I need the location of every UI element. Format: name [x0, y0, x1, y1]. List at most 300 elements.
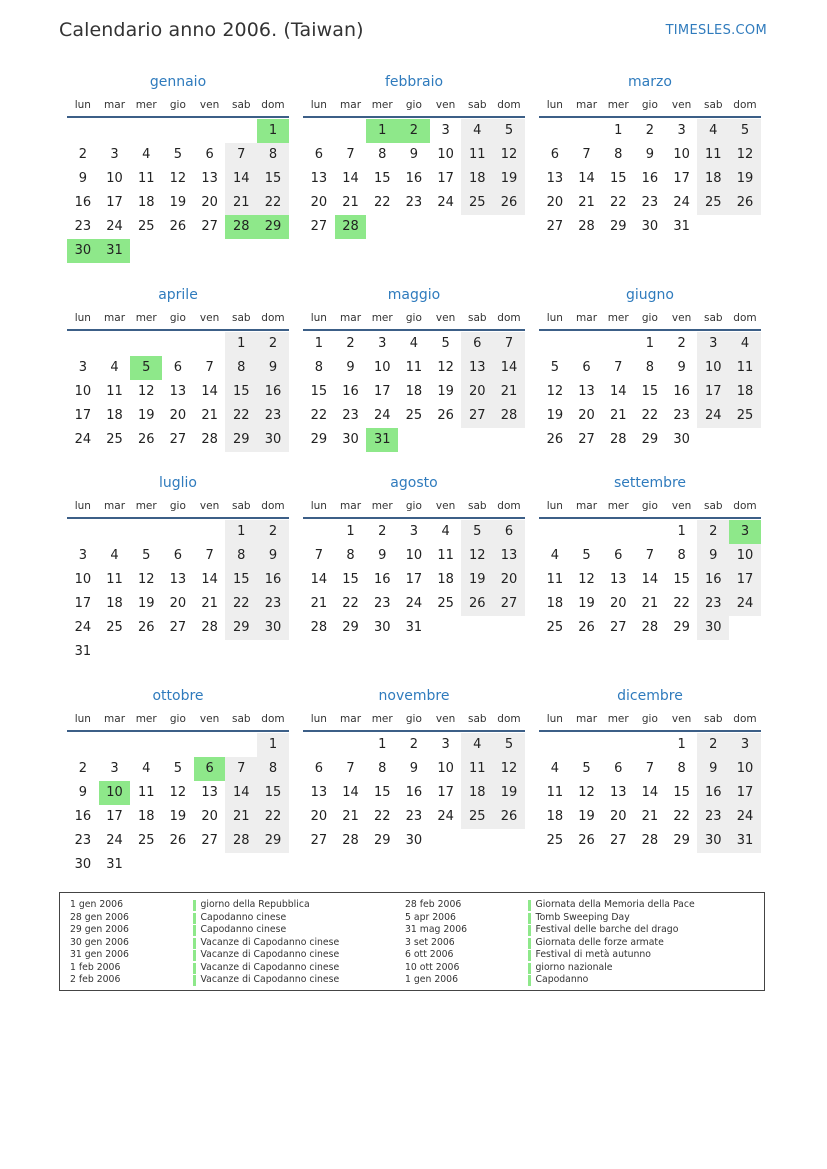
day-cell[interactable]: 13	[493, 544, 525, 568]
day-cell[interactable]: 6	[550, 147, 559, 162]
day-cell[interactable]: 6	[614, 761, 623, 776]
day-cell[interactable]: 16	[697, 781, 729, 805]
day-cell[interactable]: 19	[169, 809, 187, 824]
day-cell[interactable]: 4	[142, 147, 151, 162]
day-cell[interactable]: 9	[677, 360, 686, 375]
day-cell[interactable]: 6	[314, 147, 323, 162]
day-cell[interactable]: 2	[257, 332, 289, 356]
day-cell[interactable]: 12	[493, 757, 525, 781]
day-cell[interactable]: 22	[373, 195, 391, 210]
day-cell[interactable]: 3	[409, 524, 419, 539]
day-cell[interactable]: 25	[437, 596, 454, 611]
day-cell[interactable]: 15	[373, 171, 391, 186]
day-cell[interactable]: 29	[641, 432, 659, 447]
day-cell[interactable]: 7	[205, 360, 214, 375]
day-cell[interactable]: 15	[609, 171, 627, 186]
day-cell[interactable]: 26	[493, 191, 525, 215]
day-cell[interactable]: 24	[405, 596, 423, 611]
day-cell[interactable]: 16	[697, 568, 729, 592]
day-cell[interactable]: 1	[614, 123, 623, 138]
day-cell[interactable]: 12	[137, 384, 155, 399]
day-cell[interactable]: 30	[697, 829, 729, 853]
day-cell[interactable]: 28	[225, 829, 257, 853]
day-cell[interactable]: 24	[697, 404, 729, 428]
day-cell[interactable]: 24	[673, 195, 690, 210]
day-cell[interactable]: 3	[110, 147, 119, 162]
day-cell[interactable]: 8	[677, 761, 686, 776]
day-cell[interactable]: 21	[201, 408, 218, 423]
day-cell[interactable]: 5	[461, 520, 493, 544]
day-cell[interactable]: 4	[550, 761, 559, 776]
day-cell[interactable]: 29	[310, 432, 328, 447]
day-cell[interactable]: 11	[546, 572, 564, 587]
day-cell[interactable]: 15	[673, 785, 690, 800]
day-cell[interactable]: 23	[697, 805, 729, 829]
day-cell[interactable]: 1	[257, 733, 289, 757]
day-cell[interactable]: 27	[493, 592, 525, 616]
day-cell[interactable]: 3	[677, 123, 686, 138]
day-cell[interactable]: 5	[441, 336, 450, 351]
holiday-day-cell[interactable]: 30	[67, 239, 99, 263]
day-cell[interactable]: 29	[673, 620, 690, 635]
holiday-day-cell[interactable]: 5	[130, 356, 162, 380]
day-cell[interactable]: 7	[225, 143, 257, 167]
holiday-day-cell[interactable]: 28	[335, 215, 367, 239]
day-cell[interactable]: 17	[729, 781, 761, 805]
day-cell[interactable]: 20	[461, 380, 493, 404]
day-cell[interactable]: 13	[546, 171, 564, 186]
day-cell[interactable]: 22	[673, 809, 690, 824]
day-cell[interactable]: 8	[257, 143, 289, 167]
day-cell[interactable]: 23	[673, 408, 690, 423]
day-cell[interactable]: 16	[257, 380, 289, 404]
day-cell[interactable]: 12	[437, 360, 454, 375]
day-cell[interactable]: 4	[461, 733, 493, 757]
holiday-day-cell[interactable]: 3	[729, 520, 761, 544]
holiday-day-cell[interactable]: 1	[257, 119, 289, 143]
day-cell[interactable]: 2	[697, 520, 729, 544]
day-cell[interactable]: 14	[578, 171, 595, 186]
day-cell[interactable]: 25	[137, 833, 155, 848]
day-cell[interactable]: 23	[641, 195, 659, 210]
day-cell[interactable]: 21	[201, 596, 218, 611]
day-cell[interactable]: 27	[201, 219, 218, 234]
day-cell[interactable]: 21	[493, 380, 525, 404]
day-cell[interactable]: 26	[169, 219, 187, 234]
day-cell[interactable]: 8	[677, 548, 686, 563]
day-cell[interactable]: 8	[378, 147, 387, 162]
day-cell[interactable]: 21	[342, 809, 359, 824]
day-cell[interactable]: 25	[106, 432, 123, 447]
day-cell[interactable]: 27	[169, 432, 187, 447]
day-cell[interactable]: 31	[673, 219, 690, 234]
day-cell[interactable]: 24	[106, 833, 123, 848]
day-cell[interactable]: 8	[614, 147, 623, 162]
day-cell[interactable]: 20	[609, 596, 627, 611]
day-cell[interactable]: 23	[257, 592, 289, 616]
day-cell[interactable]: 9	[378, 548, 387, 563]
day-cell[interactable]: 10	[106, 171, 123, 186]
day-cell[interactable]: 10	[697, 356, 729, 380]
day-cell[interactable]: 2	[697, 733, 729, 757]
day-cell[interactable]: 21	[225, 191, 257, 215]
day-cell[interactable]: 11	[437, 548, 454, 563]
holiday-day-cell[interactable]: 31	[366, 428, 398, 452]
day-cell[interactable]: 19	[137, 408, 155, 423]
day-cell[interactable]: 27	[310, 219, 328, 234]
day-cell[interactable]: 14	[609, 384, 627, 399]
day-cell[interactable]: 17	[106, 809, 123, 824]
day-cell[interactable]: 9	[257, 544, 289, 568]
day-cell[interactable]: 21	[641, 809, 659, 824]
day-cell[interactable]: 20	[169, 596, 187, 611]
day-cell[interactable]: 8	[314, 360, 323, 375]
holiday-day-cell[interactable]: 2	[398, 119, 430, 143]
day-cell[interactable]: 16	[74, 809, 92, 824]
day-cell[interactable]: 2	[645, 123, 655, 138]
day-cell[interactable]: 31	[106, 857, 123, 872]
day-cell[interactable]: 16	[257, 568, 289, 592]
day-cell[interactable]: 6	[314, 761, 323, 776]
day-cell[interactable]: 3	[697, 332, 729, 356]
day-cell[interactable]: 4	[697, 119, 729, 143]
day-cell[interactable]: 19	[493, 781, 525, 805]
day-cell[interactable]: 11	[137, 785, 155, 800]
day-cell[interactable]: 3	[441, 123, 450, 138]
day-cell[interactable]: 24	[373, 408, 391, 423]
day-cell[interactable]: 28	[641, 620, 659, 635]
day-cell[interactable]: 24	[729, 805, 761, 829]
day-cell[interactable]: 12	[546, 384, 564, 399]
day-cell[interactable]: 25	[461, 191, 493, 215]
holiday-day-cell[interactable]: 6	[194, 757, 226, 781]
day-cell[interactable]: 9	[78, 785, 87, 800]
day-cell[interactable]: 3	[78, 360, 87, 375]
day-cell[interactable]: 11	[137, 171, 155, 186]
holiday-day-cell[interactable]: 1	[366, 119, 398, 143]
day-cell[interactable]: 14	[342, 171, 359, 186]
day-cell[interactable]: 22	[225, 592, 257, 616]
day-cell[interactable]: 21	[310, 596, 328, 611]
day-cell[interactable]: 13	[461, 356, 493, 380]
day-cell[interactable]: 28	[201, 432, 218, 447]
day-cell[interactable]: 10	[74, 572, 92, 587]
day-cell[interactable]: 19	[169, 195, 187, 210]
day-cell[interactable]: 9	[645, 147, 655, 162]
day-cell[interactable]: 29	[225, 616, 257, 640]
day-cell[interactable]: 18	[461, 781, 493, 805]
day-cell[interactable]: 27	[578, 432, 595, 447]
day-cell[interactable]: 18	[137, 195, 155, 210]
day-cell[interactable]: 15	[257, 167, 289, 191]
day-cell[interactable]: 7	[493, 332, 525, 356]
day-cell[interactable]: 22	[609, 195, 627, 210]
day-cell[interactable]: 30	[342, 432, 359, 447]
day-cell[interactable]: 24	[74, 432, 92, 447]
day-cell[interactable]: 16	[373, 572, 391, 587]
day-cell[interactable]: 25	[461, 805, 493, 829]
day-cell[interactable]: 29	[257, 829, 289, 853]
day-cell[interactable]: 25	[729, 404, 761, 428]
day-cell[interactable]: 4	[441, 524, 450, 539]
day-cell[interactable]: 15	[257, 781, 289, 805]
day-cell[interactable]: 24	[729, 592, 761, 616]
day-cell[interactable]: 4	[409, 336, 419, 351]
day-cell[interactable]: 26	[493, 805, 525, 829]
day-cell[interactable]: 5	[493, 733, 525, 757]
day-cell[interactable]: 17	[74, 408, 92, 423]
day-cell[interactable]: 10	[729, 544, 761, 568]
day-cell[interactable]: 9	[409, 147, 419, 162]
day-cell[interactable]: 14	[310, 572, 328, 587]
day-cell[interactable]: 15	[310, 384, 328, 399]
day-cell[interactable]: 20	[201, 809, 218, 824]
day-cell[interactable]: 23	[74, 219, 92, 234]
day-cell[interactable]: 28	[342, 833, 359, 848]
day-cell[interactable]: 16	[342, 384, 359, 399]
day-cell[interactable]: 26	[729, 191, 761, 215]
day-cell[interactable]: 14	[641, 785, 659, 800]
day-cell[interactable]: 8	[257, 757, 289, 781]
day-cell[interactable]: 13	[310, 171, 328, 186]
day-cell[interactable]: 19	[546, 408, 564, 423]
day-cell[interactable]: 9	[257, 356, 289, 380]
day-cell[interactable]: 14	[342, 785, 359, 800]
day-cell[interactable]: 30	[74, 857, 92, 872]
day-cell[interactable]: 31	[405, 620, 423, 635]
holiday-day-cell[interactable]: 29	[257, 215, 289, 239]
day-cell[interactable]: 13	[201, 785, 218, 800]
day-cell[interactable]: 14	[493, 356, 525, 380]
day-cell[interactable]: 3	[110, 761, 119, 776]
day-cell[interactable]: 17	[673, 171, 690, 186]
day-cell[interactable]: 6	[582, 360, 591, 375]
day-cell[interactable]: 11	[729, 356, 761, 380]
day-cell[interactable]: 16	[405, 171, 423, 186]
day-cell[interactable]: 2	[78, 761, 87, 776]
day-cell[interactable]: 2	[409, 737, 419, 752]
day-cell[interactable]: 10	[405, 548, 423, 563]
day-cell[interactable]: 7	[645, 761, 655, 776]
day-cell[interactable]: 13	[609, 572, 627, 587]
day-cell[interactable]: 22	[257, 805, 289, 829]
day-cell[interactable]: 27	[461, 404, 493, 428]
day-cell[interactable]: 25	[546, 620, 564, 635]
day-cell[interactable]: 18	[546, 809, 564, 824]
day-cell[interactable]: 12	[169, 785, 187, 800]
day-cell[interactable]: 14	[225, 781, 257, 805]
day-cell[interactable]: 15	[225, 380, 257, 404]
day-cell[interactable]: 10	[437, 761, 454, 776]
day-cell[interactable]: 13	[310, 785, 328, 800]
day-cell[interactable]: 17	[74, 596, 92, 611]
day-cell[interactable]: 10	[673, 147, 690, 162]
day-cell[interactable]: 7	[645, 548, 655, 563]
day-cell[interactable]: 1	[225, 520, 257, 544]
day-cell[interactable]: 8	[225, 544, 257, 568]
day-cell[interactable]: 1	[378, 737, 387, 752]
day-cell[interactable]: 22	[225, 404, 257, 428]
day-cell[interactable]: 12	[578, 572, 595, 587]
day-cell[interactable]: 13	[169, 384, 187, 399]
day-cell[interactable]: 6	[205, 147, 214, 162]
day-cell[interactable]: 29	[342, 620, 359, 635]
day-cell[interactable]: 12	[493, 143, 525, 167]
day-cell[interactable]: 19	[578, 596, 595, 611]
day-cell[interactable]: 2	[346, 336, 355, 351]
day-cell[interactable]: 7	[225, 757, 257, 781]
day-cell[interactable]: 22	[641, 408, 659, 423]
day-cell[interactable]: 17	[373, 384, 391, 399]
day-cell[interactable]: 17	[697, 380, 729, 404]
day-cell[interactable]: 9	[697, 757, 729, 781]
day-cell[interactable]: 6	[493, 520, 525, 544]
day-cell[interactable]: 7	[314, 548, 323, 563]
day-cell[interactable]: 2	[378, 524, 387, 539]
day-cell[interactable]: 10	[373, 360, 391, 375]
day-cell[interactable]: 19	[461, 568, 493, 592]
holiday-day-cell[interactable]: 31	[99, 239, 131, 263]
day-cell[interactable]: 2	[78, 147, 87, 162]
day-cell[interactable]: 17	[437, 785, 454, 800]
day-cell[interactable]: 5	[582, 548, 591, 563]
day-cell[interactable]: 22	[673, 596, 690, 611]
day-cell[interactable]: 24	[437, 195, 454, 210]
day-cell[interactable]: 23	[74, 833, 92, 848]
day-cell[interactable]: 30	[697, 616, 729, 640]
day-cell[interactable]: 29	[673, 833, 690, 848]
day-cell[interactable]: 20	[609, 809, 627, 824]
day-cell[interactable]: 18	[461, 167, 493, 191]
day-cell[interactable]: 16	[405, 785, 423, 800]
day-cell[interactable]: 25	[106, 620, 123, 635]
day-cell[interactable]: 20	[169, 408, 187, 423]
day-cell[interactable]: 5	[173, 147, 183, 162]
day-cell[interactable]: 21	[342, 195, 359, 210]
day-cell[interactable]: 29	[609, 219, 627, 234]
day-cell[interactable]: 18	[546, 596, 564, 611]
day-cell[interactable]: 27	[546, 219, 564, 234]
day-cell[interactable]: 1	[225, 332, 257, 356]
day-cell[interactable]: 7	[614, 360, 623, 375]
day-cell[interactable]: 26	[578, 620, 595, 635]
day-cell[interactable]: 26	[546, 432, 564, 447]
day-cell[interactable]: 14	[201, 384, 218, 399]
day-cell[interactable]: 26	[137, 432, 155, 447]
day-cell[interactable]: 19	[578, 809, 595, 824]
day-cell[interactable]: 14	[641, 572, 659, 587]
day-cell[interactable]: 29	[225, 428, 257, 452]
day-cell[interactable]: 19	[137, 596, 155, 611]
day-cell[interactable]: 4	[142, 761, 151, 776]
day-cell[interactable]: 11	[405, 360, 423, 375]
day-cell[interactable]: 8	[346, 548, 355, 563]
day-cell[interactable]: 4	[550, 548, 559, 563]
day-cell[interactable]: 12	[578, 785, 595, 800]
day-cell[interactable]: 24	[437, 809, 454, 824]
day-cell[interactable]: 26	[461, 592, 493, 616]
day-cell[interactable]: 3	[78, 548, 87, 563]
day-cell[interactable]: 5	[493, 119, 525, 143]
day-cell[interactable]: 18	[106, 596, 123, 611]
day-cell[interactable]: 9	[78, 171, 87, 186]
day-cell[interactable]: 20	[546, 195, 564, 210]
day-cell[interactable]: 19	[437, 384, 454, 399]
day-cell[interactable]: 16	[641, 171, 659, 186]
day-cell[interactable]: 4	[110, 548, 119, 563]
day-cell[interactable]: 22	[373, 809, 391, 824]
day-cell[interactable]: 10	[437, 147, 454, 162]
day-cell[interactable]: 14	[225, 167, 257, 191]
day-cell[interactable]: 23	[405, 195, 423, 210]
day-cell[interactable]: 21	[578, 195, 595, 210]
day-cell[interactable]: 16	[673, 384, 690, 399]
day-cell[interactable]: 1	[645, 336, 655, 351]
day-cell[interactable]: 25	[137, 219, 155, 234]
day-cell[interactable]: 15	[342, 572, 359, 587]
day-cell[interactable]: 11	[461, 757, 493, 781]
day-cell[interactable]: 6	[614, 548, 623, 563]
day-cell[interactable]: 24	[106, 219, 123, 234]
day-cell[interactable]: 7	[346, 761, 355, 776]
day-cell[interactable]: 1	[677, 737, 686, 752]
day-cell[interactable]: 28	[578, 219, 595, 234]
day-cell[interactable]: 1	[346, 524, 355, 539]
day-cell[interactable]: 4	[110, 360, 119, 375]
day-cell[interactable]: 18	[106, 408, 123, 423]
day-cell[interactable]: 27	[169, 620, 187, 635]
day-cell[interactable]: 17	[106, 195, 123, 210]
day-cell[interactable]: 12	[137, 572, 155, 587]
day-cell[interactable]: 2	[257, 520, 289, 544]
day-cell[interactable]: 28	[310, 620, 328, 635]
day-cell[interactable]: 19	[729, 167, 761, 191]
day-cell[interactable]: 26	[437, 408, 454, 423]
day-cell[interactable]: 13	[169, 572, 187, 587]
day-cell[interactable]: 9	[346, 360, 355, 375]
day-cell[interactable]: 3	[729, 733, 761, 757]
day-cell[interactable]: 20	[201, 195, 218, 210]
day-cell[interactable]: 23	[257, 404, 289, 428]
day-cell[interactable]: 30	[257, 428, 289, 452]
day-cell[interactable]: 18	[405, 384, 423, 399]
day-cell[interactable]: 12	[461, 544, 493, 568]
day-cell[interactable]: 5	[550, 360, 559, 375]
day-cell[interactable]: 17	[405, 572, 423, 587]
day-cell[interactable]: 25	[405, 408, 423, 423]
day-cell[interactable]: 28	[493, 404, 525, 428]
day-cell[interactable]: 22	[257, 191, 289, 215]
day-cell[interactable]: 28	[609, 432, 627, 447]
day-cell[interactable]: 6	[461, 332, 493, 356]
day-cell[interactable]: 7	[346, 147, 355, 162]
day-cell[interactable]: 17	[437, 171, 454, 186]
day-cell[interactable]: 1	[677, 524, 686, 539]
day-cell[interactable]: 25	[697, 191, 729, 215]
day-cell[interactable]: 30	[257, 616, 289, 640]
day-cell[interactable]: 11	[461, 143, 493, 167]
day-cell[interactable]: 18	[137, 809, 155, 824]
day-cell[interactable]: 21	[609, 408, 627, 423]
day-cell[interactable]: 24	[74, 620, 92, 635]
holiday-day-cell[interactable]: 28	[225, 215, 257, 239]
day-cell[interactable]: 9	[409, 761, 419, 776]
brand-link[interactable]: TIMESLES.COM	[665, 23, 767, 38]
day-cell[interactable]: 15	[673, 572, 690, 587]
day-cell[interactable]: 13	[201, 171, 218, 186]
day-cell[interactable]: 18	[697, 167, 729, 191]
day-cell[interactable]: 5	[173, 761, 183, 776]
